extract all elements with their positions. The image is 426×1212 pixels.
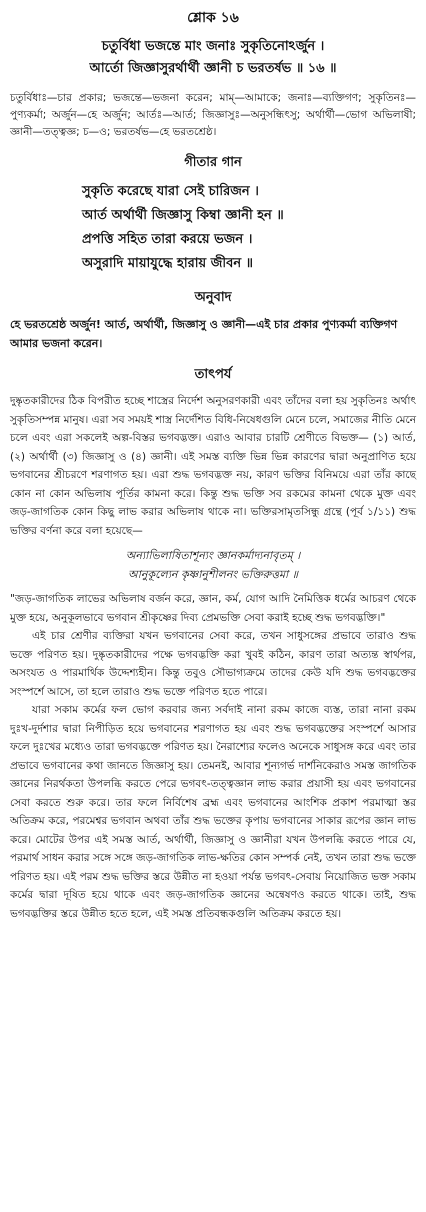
translation-paragraph: হে ভরতশ্রেষ্ঠ অর্জুন! আর্ত, অর্থার্থী, জিজ্ঞাসু ও জ্ঞানী—এই চার প্রকার পুণ্যকর্মা ব্যক্তিগণ আমার ভজনা করেন। bbox=[10, 318, 398, 350]
quote-line: অন্যাভিলাষিতাশূন্যং জ্ঞানকর্মাদ্যনাবৃতম্ । bbox=[125, 549, 301, 562]
song-line: সুকৃতি করেছে যারা সেই চারিজন । bbox=[82, 184, 259, 199]
translation-title: অনুবাদ bbox=[194, 290, 232, 305]
verse-number-heading: শ্লোক ১৬ bbox=[187, 10, 239, 26]
song-line: প্রপত্তি সহিত তারা করয়ে ভজন । bbox=[82, 232, 253, 247]
quote-translation-paragraph: "জড়-জাগতিক লাভের অভিলাষ বর্জন করে, জ্ঞান, কর্ম, যোগ আদি নৈমিত্তিক ধর্মের আচরণ থেকে মুক্ত হয়ে, অনুকূলভাবে ভগবান শ্রীকৃষ্ণের দিব্য প্রেমভক্তি সেবা করাই হচ্ছে শুদ্ধ ভগবদ্ভক্তি।" bbox=[10, 593, 416, 624]
song-block bbox=[10, 180, 416, 276]
synonyms-paragraph: চতুর্বিধাঃ—চার প্রকার; ভজন্তে—ভজনা করেন; মাম্—আমাকে; জনাঃ—ব্যক্তিগণ; সুকৃতিনঃ—পুণ্যকর্মা; অর্জুন—হে অর্জুন; আর্তঃ—আর্ত; জিজ্ঞাসুঃ—অনুসন্ধিৎসু; অর্থার্থী—ভোগ অভিলাষী; জ্ঞানী—তত্ত্বজ্ঞ; চ—ও; ভরতর্ষভ—হে ভরতশ্রেষ্ঠ। bbox=[10, 92, 416, 138]
purport-paragraph: এই চার শ্রেণীর ব্যক্তিরা যখন ভগবানের সেবা করে, তখন সাধুসঙ্গের প্রভাবে তারাও শুদ্ধ ভক্তে পরিণত হয়। দুষ্কৃতকারীদের পক্ষে ভগবদ্ভক্তি করা খুবই কঠিন, কারণ তারা অত্যন্ত স্বার্থপর, অসংযত ও পারমার্থিক উদ্দেশ্যহীন। কিন্তু তবুও সৌভাগ্যক্রমে তাদের কেউ যদি শুদ্ধ ভগবদ্ভক্তের সংস্পর্শে আসে, তা হলে তারাও শুদ্ধ ভক্তে পরিণত হতে পারে। bbox=[10, 630, 416, 698]
purport-title: তাৎপর্য bbox=[194, 367, 232, 382]
purport-paragraph: যারা সকাম কর্মের ফল ভোগ করবার জন্য সর্বদাই নানা রকম কাজে ব্যস্ত, তারা নানা রকম দুঃখ-দুর্দশার দ্বারা নিপীড়িত হয়ে ভগবানের শরণাগত হয় এবং শুদ্ধ ভগবদ্ভক্তের সংস্পর্শে আসার ফলে দুঃখের মধ্যেও তারা ভগবদ্ভক্তে পরিণত হয়। নৈরাশ্যের ফলেও অনেকে সাধুসঙ্গ করে এবং তার প্রভাবে ভগবানের কথা জানতে জিজ্ঞাসু হয়। তেমনই, আবার শূন্যগর্ভ দার্শনিকেরাও সমস্ত জাগতিক জ্ঞানের নিরর্থকতা উপলব্ধি করতে পেরে ভগবৎ-তত্ত্বজ্ঞান লাভ করার প্রয়াসী হয় এবং ভগবানের সেবা করতে শুরু করে। তার ফলে নির্বিশেষ ব্রহ্ম এবং ভগবানের আংশিক প্রকাশ পরমাত্মা স্তর অতিক্রম করে, পরমেশ্বর ভগবান অথবা তাঁর শুদ্ধ ভক্তের কৃপায় ভগবানের সাকার রূপের জ্ঞান লাভ করে। মোটের উপর এই সমস্ত আর্ত, অর্থার্থী, জিজ্ঞাসু ও জ্ঞানীরা যখন উপলব্ধি করতে পারে যে, পরমার্থ সাধন করার সঙ্গে সঙ্গে জড়-জাগতিক লাভ-ক্ষতির কোন সম্পর্ক নেই, তখন তারা শুদ্ধ ভক্তে পরিণত হয়। এই পরম শুদ্ধ ভক্তির স্তরে উন্নীত না হওয়া পর্যন্ত ভগবৎ-সেবায় নিয়োজিত ভক্ত সকাম কর্মের দ্বারা দূষিত হয়ে থাকে এবং জড়-জাগতিক জ্ঞানের অন্বেষণও করতে থাকে। তাই, শুদ্ধ ভগবদ্ভক্তির স্তরে উন্নীত হতে হলে, এই সমস্ত প্রতিবন্ধকগুলি অতিক্রম করতে হয়। bbox=[10, 704, 416, 920]
song-line: আর্ত অর্থার্থী জিজ্ঞাসু কিম্বা জ্ঞানী হন ॥ bbox=[82, 208, 284, 223]
verse-line: আর্তো জিজ্ঞাসুরর্থার্থী জ্ঞানী চ ভরতর্ষভ ॥ ১৬ ॥ bbox=[89, 61, 337, 76]
song-line: অসুরাদি মায়াযুদ্ধে হারায় জীবন ॥ bbox=[82, 256, 253, 271]
song-title: গীতার গান bbox=[184, 155, 242, 170]
quote-line: আনুকূল্যেন কৃষ্ণানুশীলনং ভক্তিরুত্তমা ॥ bbox=[128, 568, 298, 581]
verse-line: চতুর্বিধা ভজন্তে মাং জনাঃ সুকৃতিনোঽর্জুন । bbox=[101, 39, 325, 54]
verse-block bbox=[10, 36, 416, 80]
purport-paragraph: দুষ্কৃতকারীদের ঠিক বিপরীত হচ্ছে শাস্ত্রের নির্দেশ অনুসরণকারী এবং তাঁদের বলা হয় সুকৃতিনঃ অর্থাৎ সুকৃতিসম্পন্ন মানুষ। এরা সব সময়ই শাস্ত্র নির্দেশিত বিধি-নিষেধগুলি মেনে চলে, সমাজের নীতি মেনে চলে এবং এরা সকলেই অল্প-বিস্তর ভগবদ্ভক্ত। এরাও আবার চারটি শ্রেণীতে বিভক্ত— (১) আর্ত, (২) অর্থার্থী (৩) জিজ্ঞাসু ও (৪) জ্ঞানী। এই সমস্ত ব্যক্তি ভিন্ন ভিন্ন কারণের দ্বারা অনুপ্রাণিত হয়ে ভগবানের শ্রীচরণে শরণাগত হয়। এরা শুদ্ধ ভগবদ্ভক্ত নয়, কারণ ভক্তির বিনিময়ে এরা তাঁর কাছে কোন না কোন অভিলাষ পূর্তির কামনা করে। কিন্তু শুদ্ধ ভক্তি সব রকমের কামনা থেকে মুক্ত এবং জড়-জাগতিক কোন কিছু লাভ করার অভিলাষ থাকে না। ভক্তিরসামৃতসিন্ধু গ্রন্থে (পূর্ব ১/১১) শুদ্ধ ভক্তির বর্ণনা করে বলা হয়েছে— bbox=[10, 395, 416, 537]
sanskrit-quote bbox=[10, 546, 416, 584]
